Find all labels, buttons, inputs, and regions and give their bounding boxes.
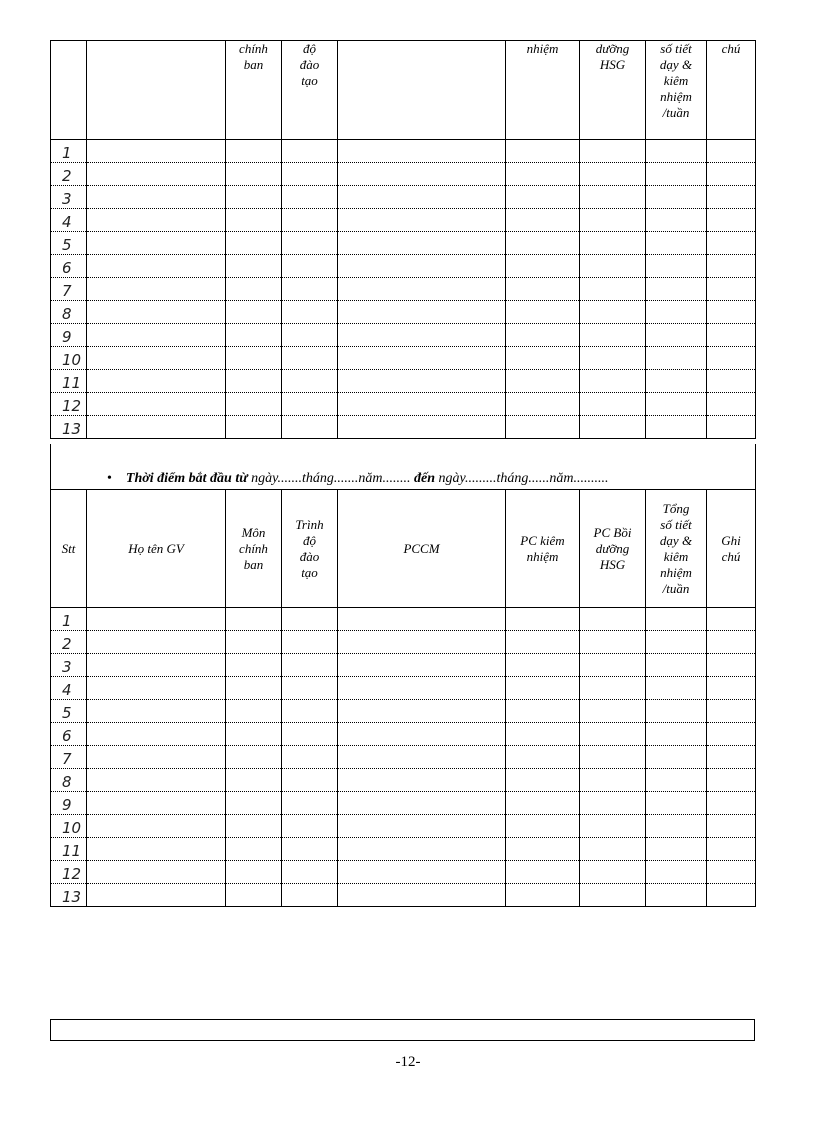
header-cell: chính ban bbox=[226, 41, 282, 140]
blank-cell bbox=[87, 677, 226, 700]
table-row bbox=[51, 278, 756, 301]
blank-cell bbox=[580, 186, 646, 209]
row-number: 4 bbox=[51, 677, 87, 700]
table-row bbox=[51, 301, 756, 324]
blank-cell bbox=[338, 278, 506, 301]
blank-cell bbox=[87, 416, 226, 439]
blank-cell bbox=[282, 631, 338, 654]
blank-cell bbox=[580, 608, 646, 631]
blank-cell bbox=[338, 838, 506, 861]
blank-cell bbox=[646, 677, 707, 700]
blank-cell bbox=[338, 370, 506, 393]
row-number: 5 bbox=[51, 232, 87, 255]
blank-cell bbox=[646, 416, 707, 439]
table-row bbox=[51, 163, 756, 186]
table-row bbox=[51, 838, 756, 861]
blank-cell bbox=[338, 815, 506, 838]
row-number: 13 bbox=[51, 884, 87, 907]
row-number: 12 bbox=[51, 393, 87, 416]
blank-cell bbox=[506, 654, 580, 677]
blank-cell bbox=[338, 163, 506, 186]
blank-cell bbox=[707, 884, 756, 907]
blank-cell bbox=[226, 700, 282, 723]
row-number: 9 bbox=[51, 324, 87, 347]
row-number: 1 bbox=[51, 140, 87, 163]
table-row bbox=[51, 723, 756, 746]
blank-cell bbox=[506, 631, 580, 654]
blank-cell bbox=[338, 884, 506, 907]
blank-cell bbox=[646, 815, 707, 838]
blank-cell bbox=[338, 255, 506, 278]
bullet-icon: • bbox=[107, 471, 112, 486]
blank-cell bbox=[580, 324, 646, 347]
row-number: 8 bbox=[51, 301, 87, 324]
blank-cell bbox=[646, 393, 707, 416]
header-cell: Họ tên GV bbox=[87, 490, 226, 608]
table-row bbox=[51, 769, 756, 792]
blank-cell bbox=[282, 677, 338, 700]
blank-cell bbox=[282, 186, 338, 209]
blank-cell bbox=[87, 186, 226, 209]
blank-cell bbox=[646, 884, 707, 907]
blank-cell bbox=[646, 723, 707, 746]
blank-cell bbox=[506, 723, 580, 746]
blank-cell bbox=[506, 700, 580, 723]
blank-cell bbox=[646, 631, 707, 654]
blank-cell bbox=[87, 370, 226, 393]
blank-cell bbox=[506, 278, 580, 301]
blank-cell bbox=[87, 861, 226, 884]
blank-cell bbox=[338, 654, 506, 677]
blank-cell bbox=[646, 838, 707, 861]
row-number: 3 bbox=[51, 654, 87, 677]
row-number: 7 bbox=[51, 746, 87, 769]
row-number: 2 bbox=[51, 631, 87, 654]
blank-cell bbox=[282, 301, 338, 324]
blank-cell bbox=[707, 370, 756, 393]
blank-cell bbox=[226, 393, 282, 416]
blank-cell bbox=[707, 301, 756, 324]
blank-cell bbox=[87, 815, 226, 838]
page-number: -12- bbox=[395, 1054, 421, 1070]
table-row bbox=[51, 792, 756, 815]
blank-cell bbox=[226, 884, 282, 907]
blank-cell bbox=[338, 416, 506, 439]
table-row bbox=[51, 677, 756, 700]
blank-cell bbox=[646, 232, 707, 255]
table-row bbox=[51, 700, 756, 723]
row-number: 3 bbox=[51, 186, 87, 209]
blank-cell bbox=[646, 163, 707, 186]
table-row bbox=[51, 186, 756, 209]
blank-cell bbox=[87, 301, 226, 324]
blank-cell bbox=[226, 769, 282, 792]
blank-cell bbox=[282, 163, 338, 186]
blank-cell bbox=[338, 140, 506, 163]
table-row bbox=[51, 861, 756, 884]
blank-cell bbox=[580, 746, 646, 769]
blank-cell bbox=[707, 347, 756, 370]
blank-cell bbox=[707, 631, 756, 654]
blank-cell bbox=[282, 746, 338, 769]
blank-cell bbox=[226, 723, 282, 746]
blank-cell bbox=[506, 769, 580, 792]
blank-cell bbox=[506, 746, 580, 769]
blank-cell bbox=[580, 723, 646, 746]
row-number: 11 bbox=[51, 370, 87, 393]
blank-cell bbox=[87, 232, 226, 255]
header-cell: Stt bbox=[51, 490, 87, 608]
blank-cell bbox=[506, 792, 580, 815]
table-header-row bbox=[51, 41, 756, 140]
header-cell: Ghi chú bbox=[707, 490, 756, 608]
blank-cell bbox=[646, 140, 707, 163]
blank-cell bbox=[87, 608, 226, 631]
blank-cell bbox=[506, 209, 580, 232]
blank-cell bbox=[87, 769, 226, 792]
blank-cell bbox=[580, 370, 646, 393]
header-cell: độ đào tạo bbox=[282, 41, 338, 140]
blank-cell bbox=[646, 186, 707, 209]
blank-cell bbox=[646, 608, 707, 631]
blank-cell bbox=[338, 232, 506, 255]
blank-cell bbox=[506, 186, 580, 209]
blank-cell bbox=[646, 301, 707, 324]
blank-cell bbox=[282, 278, 338, 301]
blank-cell bbox=[282, 140, 338, 163]
table-row bbox=[51, 255, 756, 278]
header-cell: nhiệm bbox=[506, 41, 580, 140]
blank-cell bbox=[707, 769, 756, 792]
blank-cell bbox=[226, 140, 282, 163]
blank-cell bbox=[646, 700, 707, 723]
blank-cell bbox=[580, 209, 646, 232]
blank-cell bbox=[226, 209, 282, 232]
blank-cell bbox=[707, 723, 756, 746]
blank-cell bbox=[282, 255, 338, 278]
header-cell bbox=[51, 41, 87, 140]
blank-cell bbox=[506, 677, 580, 700]
blank-cell bbox=[707, 255, 756, 278]
blank-cell bbox=[580, 393, 646, 416]
blank-cell bbox=[282, 792, 338, 815]
row-number: 4 bbox=[51, 209, 87, 232]
blank-cell bbox=[580, 232, 646, 255]
blank-cell bbox=[646, 347, 707, 370]
blank-cell bbox=[282, 209, 338, 232]
blank-cell bbox=[338, 631, 506, 654]
blank-cell bbox=[338, 393, 506, 416]
blank-cell bbox=[580, 884, 646, 907]
blank-cell bbox=[580, 631, 646, 654]
blank-cell bbox=[226, 186, 282, 209]
header-cell: chú bbox=[707, 41, 756, 140]
blank-cell bbox=[226, 746, 282, 769]
header-cell: PC kiêm nhiệm bbox=[506, 490, 580, 608]
blank-cell bbox=[506, 347, 580, 370]
blank-cell bbox=[226, 324, 282, 347]
table-row bbox=[51, 324, 756, 347]
blank-cell bbox=[338, 608, 506, 631]
blank-cell bbox=[226, 815, 282, 838]
blank-cell bbox=[707, 163, 756, 186]
blank-cell bbox=[580, 838, 646, 861]
blank-cell bbox=[282, 324, 338, 347]
blank-cell bbox=[226, 792, 282, 815]
period-note-row bbox=[50, 444, 756, 489]
table-row bbox=[51, 884, 756, 907]
blank-cell bbox=[87, 278, 226, 301]
blank-cell bbox=[226, 255, 282, 278]
blank-cell bbox=[226, 838, 282, 861]
blank-cell bbox=[506, 163, 580, 186]
blank-cell bbox=[282, 723, 338, 746]
blank-cell bbox=[338, 347, 506, 370]
blank-cell bbox=[87, 631, 226, 654]
blank-cell bbox=[338, 677, 506, 700]
row-number: 7 bbox=[51, 278, 87, 301]
table-header-row bbox=[51, 490, 756, 608]
staff-table-2 bbox=[50, 489, 756, 907]
blank-cell bbox=[506, 815, 580, 838]
blank-cell bbox=[580, 278, 646, 301]
row-number: 12 bbox=[51, 861, 87, 884]
blank-cell bbox=[338, 301, 506, 324]
header-cell bbox=[87, 41, 226, 140]
blank-cell bbox=[282, 861, 338, 884]
blank-cell bbox=[282, 370, 338, 393]
row-number: 1 bbox=[51, 608, 87, 631]
blank-cell bbox=[282, 654, 338, 677]
blank-cell bbox=[707, 416, 756, 439]
row-number: 10 bbox=[51, 347, 87, 370]
blank-cell bbox=[282, 884, 338, 907]
blank-cell bbox=[506, 608, 580, 631]
header-cell: PCCM bbox=[338, 490, 506, 608]
row-number: 2 bbox=[51, 163, 87, 186]
blank-cell bbox=[646, 792, 707, 815]
row-number: 8 bbox=[51, 769, 87, 792]
blank-cell bbox=[282, 608, 338, 631]
header-cell: PC Bồi dưỡng HSG bbox=[580, 490, 646, 608]
header-cell: Tổng số tiết dạy & kiêm nhiệm /tuần bbox=[646, 490, 707, 608]
blank-cell bbox=[506, 140, 580, 163]
header-cell: Môn chính ban bbox=[226, 490, 282, 608]
blank-cell bbox=[226, 677, 282, 700]
blank-cell bbox=[226, 654, 282, 677]
blank-cell bbox=[87, 140, 226, 163]
blank-cell bbox=[87, 654, 226, 677]
table-row bbox=[51, 209, 756, 232]
blank-cell bbox=[87, 838, 226, 861]
blank-cell bbox=[580, 677, 646, 700]
blank-cell bbox=[338, 700, 506, 723]
blank-cell bbox=[646, 654, 707, 677]
blank-cell bbox=[580, 140, 646, 163]
blank-cell bbox=[506, 232, 580, 255]
blank-cell bbox=[87, 792, 226, 815]
blank-cell bbox=[226, 301, 282, 324]
row-number: 10 bbox=[51, 815, 87, 838]
blank-cell bbox=[646, 746, 707, 769]
blank-cell bbox=[580, 301, 646, 324]
blank-cell bbox=[707, 700, 756, 723]
blank-cell bbox=[646, 209, 707, 232]
blank-cell bbox=[226, 370, 282, 393]
blank-cell bbox=[580, 792, 646, 815]
blank-cell bbox=[580, 163, 646, 186]
blank-cell bbox=[580, 815, 646, 838]
blank-cell bbox=[338, 746, 506, 769]
blank-cell bbox=[646, 278, 707, 301]
blank-cell bbox=[580, 347, 646, 370]
blank-cell bbox=[580, 769, 646, 792]
blank-cell bbox=[646, 861, 707, 884]
header-cell: dưỡng HSG bbox=[580, 41, 646, 140]
blank-cell bbox=[226, 631, 282, 654]
blank-cell bbox=[707, 838, 756, 861]
blank-cell bbox=[282, 416, 338, 439]
blank-cell bbox=[226, 347, 282, 370]
blank-cell bbox=[87, 209, 226, 232]
period-note: • Thời điểm bắt đầu từ ngày.......tháng.......năm........ đến ngày.........tháng......năm.......... bbox=[107, 471, 609, 486]
blank-cell bbox=[707, 861, 756, 884]
blank-cell bbox=[707, 186, 756, 209]
blank-cell bbox=[87, 723, 226, 746]
table-row bbox=[51, 815, 756, 838]
blank-cell bbox=[646, 324, 707, 347]
blank-cell bbox=[282, 815, 338, 838]
blank-cell bbox=[282, 769, 338, 792]
table-row bbox=[51, 140, 756, 163]
footer-box bbox=[50, 1019, 755, 1041]
row-number: 5 bbox=[51, 700, 87, 723]
blank-cell bbox=[282, 347, 338, 370]
blank-cell bbox=[646, 255, 707, 278]
blank-cell bbox=[646, 370, 707, 393]
table-row bbox=[51, 631, 756, 654]
table-row bbox=[51, 416, 756, 439]
blank-cell bbox=[87, 347, 226, 370]
table-row bbox=[51, 232, 756, 255]
staff-table-1 bbox=[50, 40, 756, 439]
blank-cell bbox=[338, 861, 506, 884]
blank-cell bbox=[646, 769, 707, 792]
blank-cell bbox=[226, 278, 282, 301]
blank-cell bbox=[338, 792, 506, 815]
blank-cell bbox=[338, 324, 506, 347]
table-row bbox=[51, 746, 756, 769]
blank-cell bbox=[707, 232, 756, 255]
blank-cell bbox=[338, 186, 506, 209]
blank-cell bbox=[506, 393, 580, 416]
blank-cell bbox=[282, 700, 338, 723]
blank-cell bbox=[87, 884, 226, 907]
blank-cell bbox=[506, 884, 580, 907]
blank-cell bbox=[226, 608, 282, 631]
table-row bbox=[51, 370, 756, 393]
blank-cell bbox=[580, 654, 646, 677]
table-row bbox=[51, 654, 756, 677]
blank-cell bbox=[506, 838, 580, 861]
blank-cell bbox=[226, 861, 282, 884]
blank-cell bbox=[707, 140, 756, 163]
blank-cell bbox=[707, 815, 756, 838]
blank-cell bbox=[282, 232, 338, 255]
blank-cell bbox=[506, 324, 580, 347]
row-number: 11 bbox=[51, 838, 87, 861]
blank-cell bbox=[338, 723, 506, 746]
blank-cell bbox=[338, 769, 506, 792]
blank-cell bbox=[506, 301, 580, 324]
blank-cell bbox=[580, 700, 646, 723]
row-number: 6 bbox=[51, 723, 87, 746]
blank-cell bbox=[506, 416, 580, 439]
blank-cell bbox=[87, 163, 226, 186]
blank-cell bbox=[707, 746, 756, 769]
blank-cell bbox=[707, 393, 756, 416]
blank-cell bbox=[87, 700, 226, 723]
table-row bbox=[51, 347, 756, 370]
header-cell: số tiết dạy & kiêm nhiệm /tuần bbox=[646, 41, 707, 140]
blank-cell bbox=[87, 324, 226, 347]
blank-cell bbox=[282, 838, 338, 861]
blank-cell bbox=[580, 416, 646, 439]
blank-cell bbox=[87, 393, 226, 416]
blank-cell bbox=[506, 861, 580, 884]
blank-cell bbox=[338, 209, 506, 232]
blank-cell bbox=[226, 232, 282, 255]
blank-cell bbox=[707, 608, 756, 631]
blank-cell bbox=[580, 255, 646, 278]
blank-cell bbox=[707, 324, 756, 347]
header-cell bbox=[338, 41, 506, 140]
blank-cell bbox=[226, 163, 282, 186]
blank-cell bbox=[506, 255, 580, 278]
blank-cell bbox=[707, 654, 756, 677]
row-number: 9 bbox=[51, 792, 87, 815]
row-number: 6 bbox=[51, 255, 87, 278]
blank-cell bbox=[87, 255, 226, 278]
table-row bbox=[51, 393, 756, 416]
blank-cell bbox=[226, 416, 282, 439]
blank-cell bbox=[506, 370, 580, 393]
blank-cell bbox=[580, 861, 646, 884]
blank-cell bbox=[87, 746, 226, 769]
header-cell: Trình độ đào tạo bbox=[282, 490, 338, 608]
blank-cell bbox=[707, 677, 756, 700]
row-number: 13 bbox=[51, 416, 87, 439]
table-row bbox=[51, 608, 756, 631]
blank-cell bbox=[707, 792, 756, 815]
blank-cell bbox=[707, 278, 756, 301]
blank-cell bbox=[707, 209, 756, 232]
blank-cell bbox=[282, 393, 338, 416]
